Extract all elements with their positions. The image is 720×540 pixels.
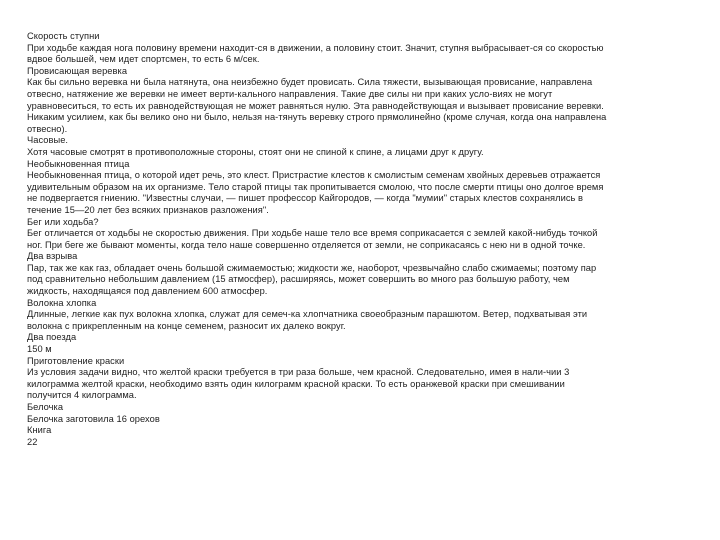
text-line: Длинные, легкие как пух волокна хлопка, служат для семеч-ка хлопчатника своеобразным парашютом. Ветер, подхватывая эти — [27, 309, 588, 320]
text-line: килограмма желтой краски, необходимо взять один килограмм красной краски. То есть оранжевой краски при смешивании — [27, 378, 565, 389]
text-line: течение 15—20 лет без всяких признаков разложения". — [27, 204, 269, 215]
text-line: Как бы сильно веревка ни была натянута, она неизбежно будет провисать. Сила тяжести, вызывающая провисание, направлена — [27, 77, 593, 88]
heading-squirrel: Белочка — [27, 402, 64, 412]
heading-unusual-bird: Необыкновенная птица — [27, 158, 130, 169]
text-line: 22 — [27, 436, 38, 447]
heading-two-explosions: Два взрыва — [27, 251, 78, 262]
text-line: под сравнительно небольшим давлением (15 атмосфер), расширяясь, может совершить во много раз большую работу, чем — [27, 274, 570, 285]
heading-step-speed: Скорость ступни — [27, 31, 100, 41]
text-line: Никаким усилием, как бы велико оно ни было, нельзя на-тянуть веревку строго прямолинейно (кроме случая, когда она направлена — [27, 112, 607, 123]
heading-paint-mixing: Приготовление краски — [27, 355, 125, 366]
text-line: Бег отличается от ходьбы не скоростью движения. При ходьбе наше тело все время соприкасается с землей какой-нибудь точкой — [27, 228, 598, 239]
heading-cotton-fibers: Волокна хлопка — [27, 297, 97, 308]
answers-text — [27, 31, 687, 448]
text-line: Из условия задачи видно, что желтой краски требуется в три раза больше, чем красной. Следовательно, имея в нали-чии 3 — [27, 367, 570, 378]
heading-two-trains: Два поезда — [27, 332, 77, 343]
text-line: жидкость, находящаяся под давлением 600 атмосфер. — [27, 286, 268, 297]
text-line: Хотя часовые смотрят в противоположные стороны, стоят они не спиной к спине, а лицами друг к другу. — [27, 146, 484, 157]
text-line: вдвое большей, чем идет спортсмен, то есть 6 м/сек. — [27, 54, 260, 65]
text-line: Необыкновенная птица, о которой идет речь, это клест. Пристрастие клестов к смолистым семенам хвойных деревьев отражается — [27, 170, 601, 181]
heading-sagging-rope: Провисающая веревка — [27, 65, 128, 76]
heading-sentries: Часовые. — [27, 135, 69, 146]
text-line: 150 м — [27, 344, 52, 355]
text-line: Белочка заготовила 16 орехов — [27, 413, 160, 424]
text-line: отвесно, натяжение же веревки не имеет верти-кального направления. Такие две силы ни при каких усло-виях не могут — [27, 88, 553, 99]
text-line: уравновеситься, то есть их равнодействующая не может равняться нулю. Эта равнодействующая и вызывает провисание веревки. — [27, 100, 604, 111]
heading-run-or-walk: Бег или ходьба? — [27, 216, 99, 227]
text-line: отвесно). — [27, 123, 68, 134]
heading-book: Книга — [27, 425, 52, 436]
text-line: ног. При беге же бывают моменты, когда тело наше совершенно отделяется от земли, не соприкасаясь с нею ни в одной точке. — [27, 239, 586, 250]
text-line: удивительным образом на их организме. Тело старой птицы так пропитывается смолою, что после смерти птицы оно долгое время — [27, 181, 604, 192]
text-line: Пар, так же как газ, обладает очень большой сжимаемостью; жидкости же, наоборот, чрезвычайно слабо сжимаемы; поэтому пар — [27, 262, 597, 273]
text-line: получится 4 килограмма. — [27, 390, 137, 401]
text-line: не подвергается гниению. "Известны случаи, — пишет профессор Кайгородов, — когда "мумии" старых клестов сохранялись в — [27, 193, 584, 204]
text-line: При ходьбе каждая нога половину времени находит-ся в движении, а половину стоит. Значит, ступня выбрасывает-ся со скоростью — [27, 42, 604, 53]
text-line: волокна с прикрепленным на конце семенем, разносит их далеко вокруг. — [27, 320, 346, 331]
